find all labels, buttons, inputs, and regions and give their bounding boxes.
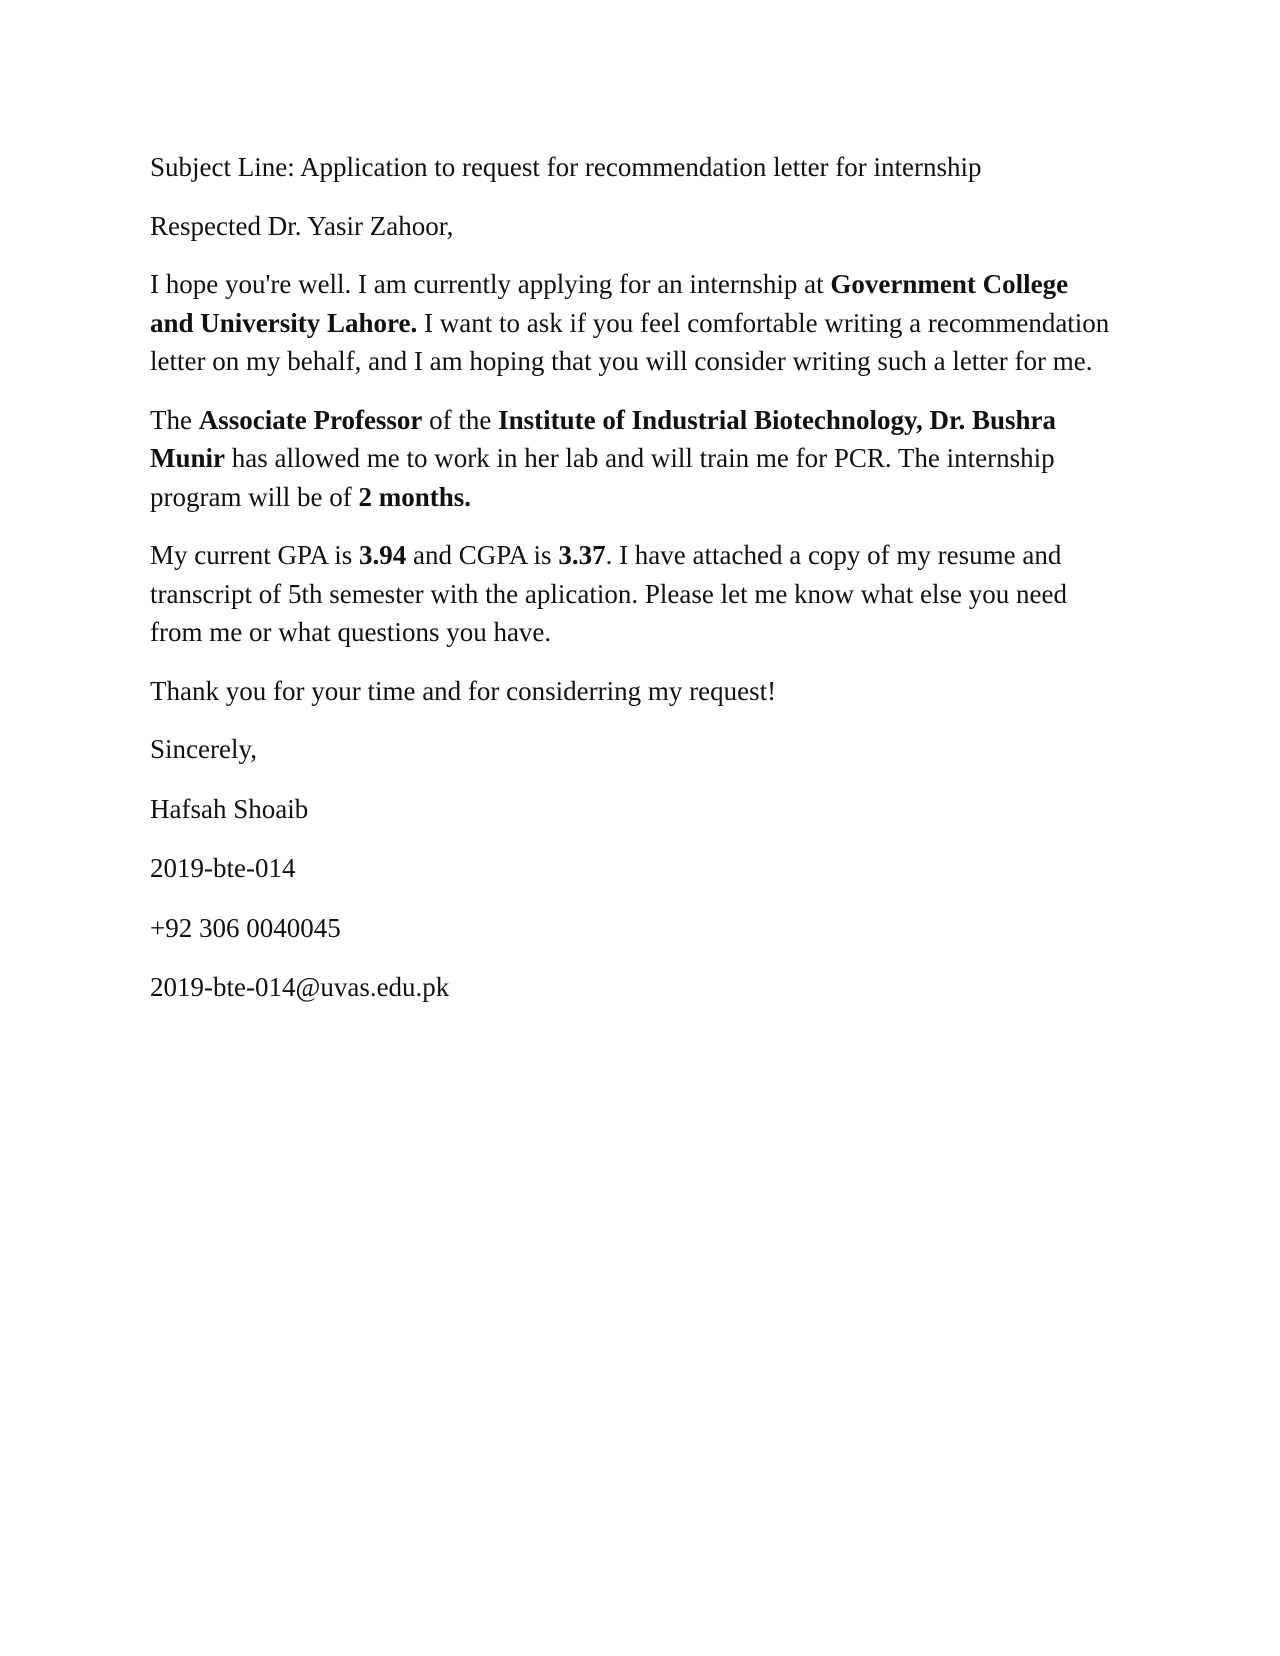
- paragraph-text: My current GPA is: [150, 540, 360, 570]
- letter-body: [150, 148, 1110, 1028]
- subject-line: Subject Line: Application to request for recommendation letter for internship: [150, 152, 982, 182]
- salutation: Respected Dr. Yasir Zahoor,: [150, 210, 454, 241]
- cgpa-value: 3.37: [558, 540, 606, 570]
- paragraph-internship-request: [150, 265, 1110, 381]
- paragraph-text: I want to ask if you feel comfortable writing a recommendation letter on my behalf, and I am hoping that you will consider writing such a letter for me.: [150, 307, 1110, 376]
- paragraph-text: I hope you're well. I am currently applying for an internship at: [150, 269, 831, 299]
- closing: Sincerely,: [150, 734, 257, 764]
- paragraph-text: of the: [422, 404, 499, 435]
- paragraph-supervisor: [150, 401, 1110, 517]
- paragraph-text: The: [150, 404, 199, 435]
- institution-name: Government College and University Lahore.: [150, 269, 1069, 338]
- gpa-value: 3.94: [359, 540, 407, 570]
- internship-duration: 2 months.: [358, 481, 471, 512]
- paragraph-text: has allowed me to work in her lab and will train me for PCR. The internship program will be of: [150, 443, 1055, 512]
- paragraph-grades: [150, 536, 1110, 652]
- phone-number: +92 306 0040045: [150, 912, 341, 943]
- email-address: 2019-bte-014@uvas.edu.pk: [150, 972, 450, 1002]
- thanks-line: Thank you for your time and for considerring my request!: [150, 675, 777, 706]
- roll-number: 2019-bte-014: [150, 853, 296, 883]
- signature-name: Hafsah Shoaib: [150, 793, 309, 824]
- paragraph-text: . I have attached a copy of my resume and transcript of 5th semester with the aplication. Please let me know what else you need from me or what questions you have.: [150, 540, 1067, 647]
- supervisor-institute: Institute of Industrial Biotechnology, Dr. Bushra Munir: [150, 404, 1056, 473]
- supervisor-title: Associate Professor: [198, 404, 423, 435]
- paragraph-text: and CGPA is: [406, 540, 559, 570]
